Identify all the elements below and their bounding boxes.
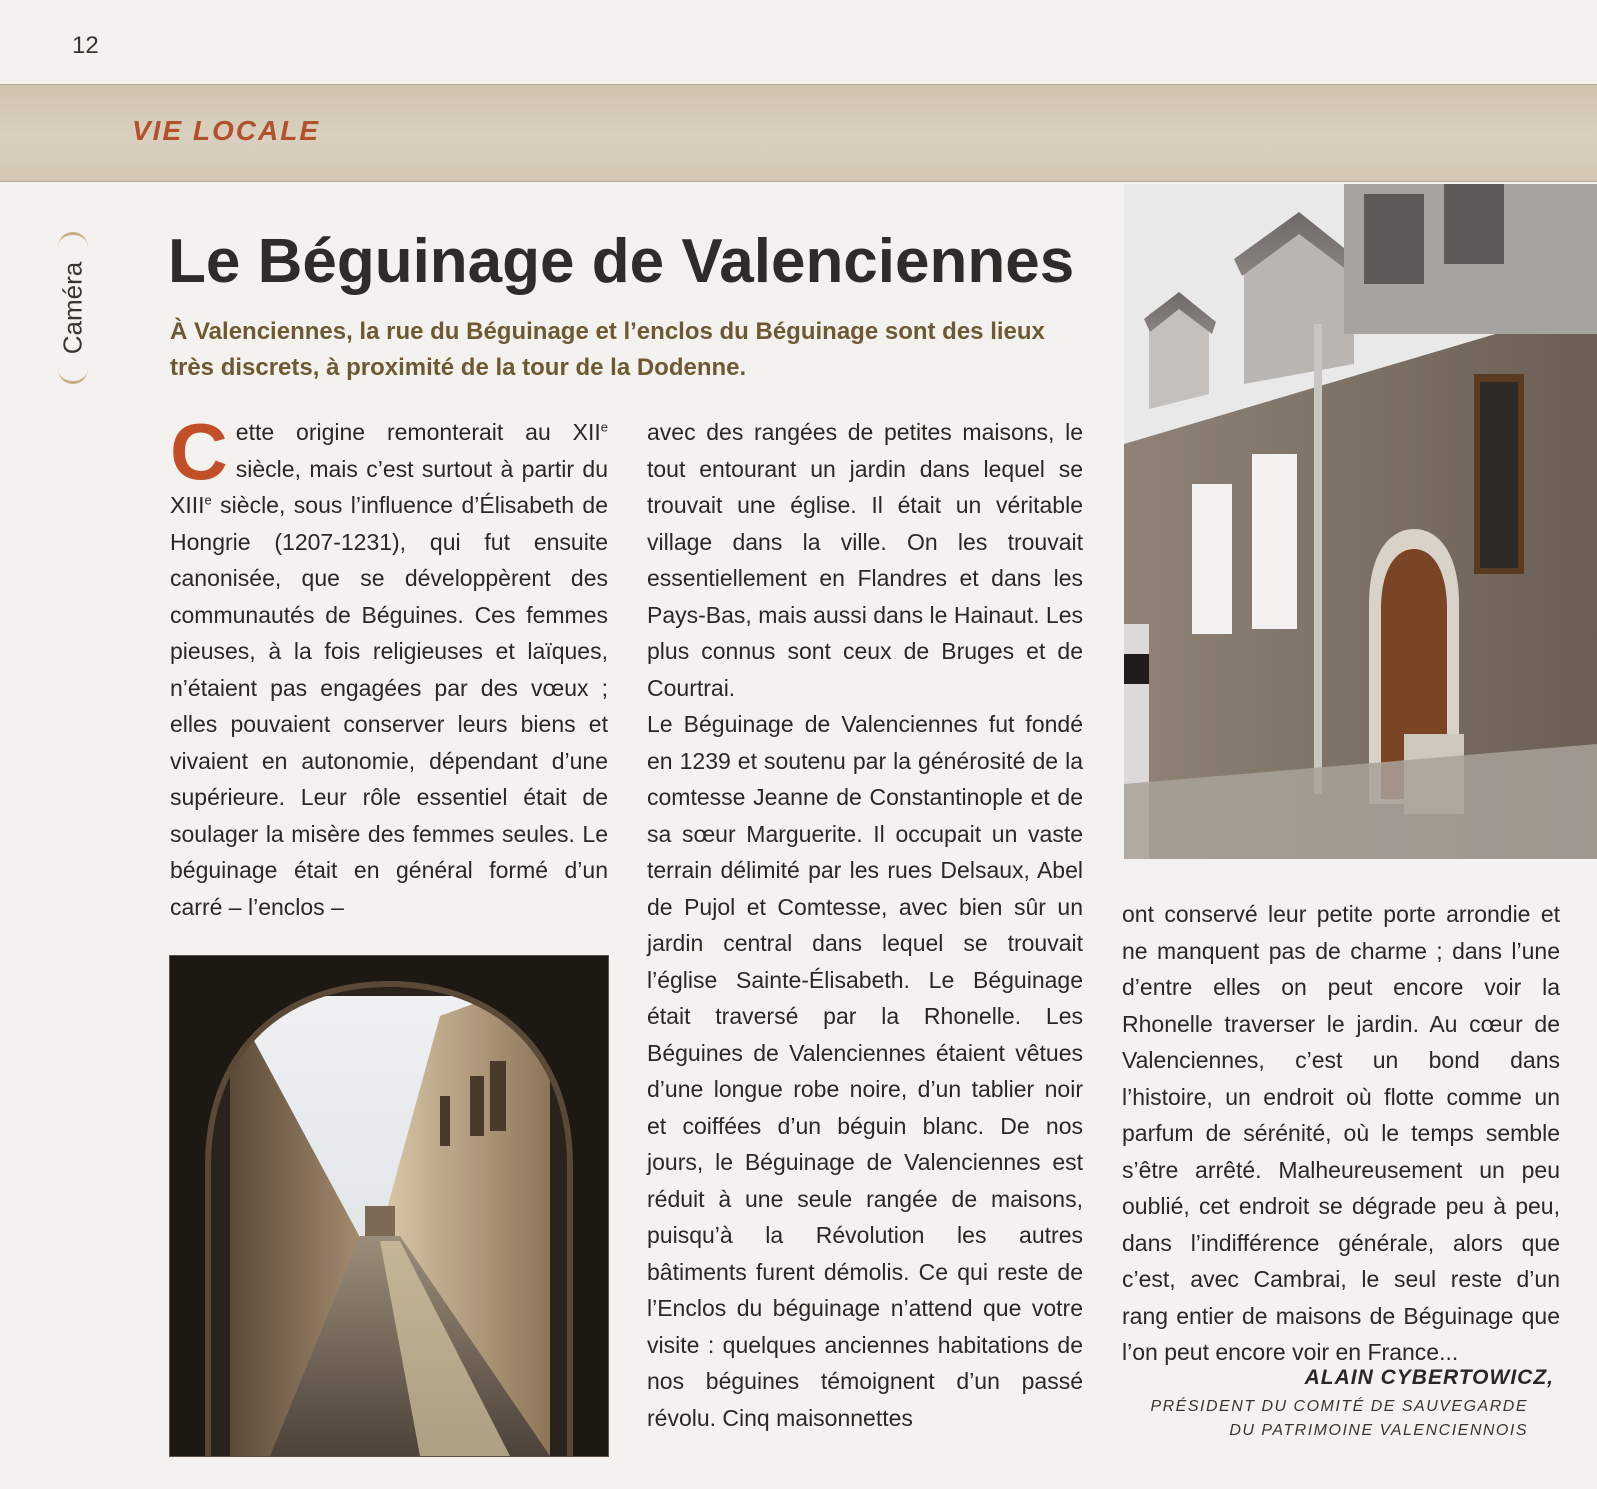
text-run: ette origine remonterait au XII (235, 419, 601, 445)
beguinage-houses-photo (1124, 184, 1597, 859)
section-banner (0, 84, 1597, 182)
article-column-2 (647, 414, 1083, 1436)
page-number: 12 (72, 32, 99, 59)
author-role (1100, 1395, 1528, 1443)
column-1-paragraph (170, 407, 608, 925)
rubric-bracket-top (58, 232, 88, 259)
rubric-label: Caméra (57, 261, 88, 355)
column-2-paragraph-2: Le Béguinage de Valenciennes fut fondé en 1239 et soutenu par la générosité de la comtesse Jeanne de Constantinople et de sa sœur Marguerite. Il occupait un vaste terrain délimité par les rues Delsaux, Abel de Pujol et Comtesse, avec bien sûr un jardin central dans lequel se trouvait l’église Sainte-Élisabeth. Le Béguinage était traversé par la Rhonelle. Les Béguines de Valenciennes étaient vêtues d’une longue robe noire, d’un tablier noir et coiffées d’un béguin blanc. De nos jours, le Béguinage de Valenciennes est réduit à une seule rangée de maisons, puisqu’à la Révolution les autres bâtiments furent démolis. Ce qui reste de l’Enclos du béguinage n’attend que votre visite : quelques anciennes habitations de nos béguines témoignent d’un passé révolu. Cinq maisonnettes (647, 711, 1083, 1431)
rubric-tag (44, 232, 102, 384)
superscript: e (204, 492, 212, 508)
article-column-1 (170, 407, 608, 925)
column-3-paragraph: ont conservé leur petite porte arrondie et ne manquent pas de charme ; dans l’une d’entre elles on peut encore voir la Rhonelle traverser le jardin. Au cœur de Valenciennes, c’est un bond dans l’histoire, un endroit où flotte comme un parfum de sérénité, où le temps semble s’être arrêté. Malheureusement un peu oublié, cet endroit se dégrade peu à peu, dans l’indifférence générale, alors que c’est, avec Cambrai, le seul reste d’un rang entier de maisons de Béguinage que l’on peut encore voir en France... (1122, 901, 1560, 1365)
rubric-bracket-bottom (58, 357, 88, 384)
column-2-paragraph-1: avec des rangées de petites maisons, le tout entourant un jardin dans lequel se trouvait une église. Il était un véritable village dans la ville. On les trouvait essentiellement en Flandres et dans les Pays-Bas, mais aussi dans le Hainaut. Les plus connus sont ceux de Bruges et de Courtrai. (647, 419, 1083, 701)
article-lede: À Valenciennes, la rue du Béguinage et l’enclos du Béguinage sont des lieux très discrets, à proximité de la tour de la Dodenne. (170, 318, 1045, 381)
houses-photo-graphic (1124, 184, 1597, 859)
author-role-line-1: PRÉSIDENT DU COMITÉ DE SAUVEGARDE (1150, 1398, 1528, 1415)
author-name: ALAIN CYBERTOWICZ, (1304, 1366, 1554, 1389)
archway-photo-graphic (170, 956, 608, 1456)
text-run: siècle, mais c’est surtout à partir du XIII (170, 455, 608, 518)
drop-cap: C (170, 407, 228, 496)
author-role-line-2: DU PATRIMOINE VALENCIENNOIS (1229, 1422, 1528, 1439)
article-title: Le Béguinage de Valenciennes (168, 227, 1075, 296)
superscript: e (600, 419, 608, 435)
archway-alley-photo (169, 955, 609, 1457)
text-run: siècle, sous l’influence d’Élisabeth de Hongrie (1207-1231), qui fut ensuite canonisée, que se développèrent des communautés de Béguines. Ces femmes pieuses, à la fois religieuses et laïques, n’étaient pas engagées par des vœux ; elles pouvaient conserver leurs biens et vivaient en autonomie, dépendant d’une supérieure. Leur rôle essentiel était de soulager la misère des femmes seules. Le béguinage était en général formé d’un carré – l’enclos – (170, 492, 608, 920)
article-column-3 (1122, 896, 1560, 1371)
section-label: VIE LOCALE (132, 115, 321, 146)
